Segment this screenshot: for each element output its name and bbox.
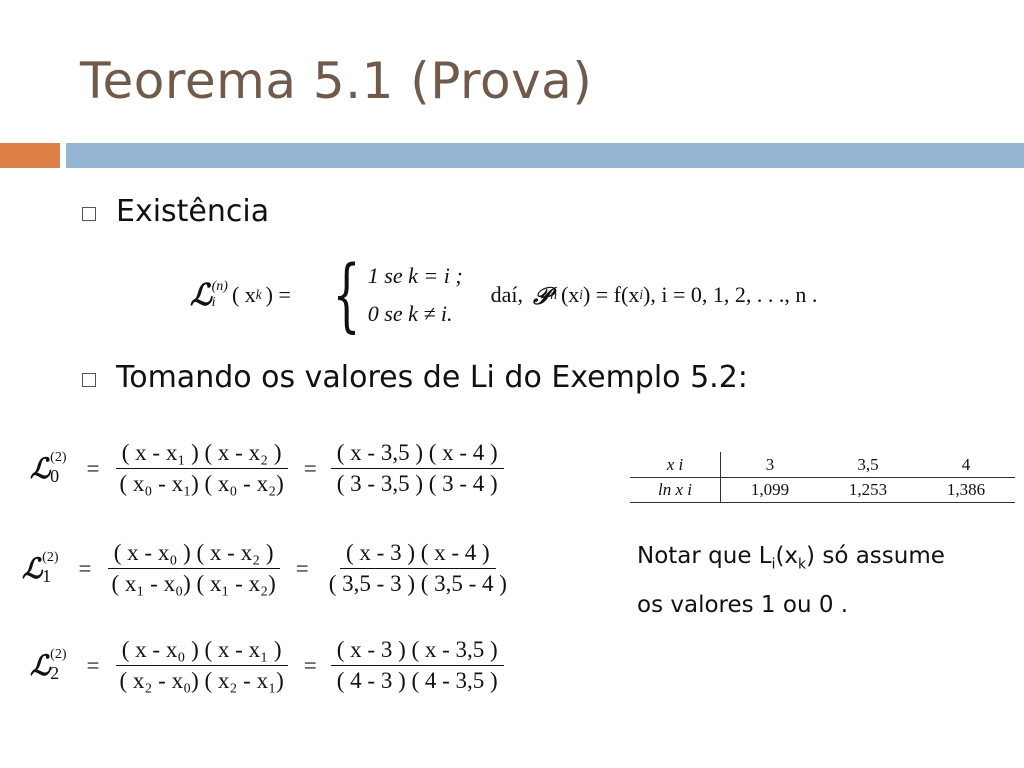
table-cell: 4 <box>917 453 1015 478</box>
note-text <box>637 536 1017 625</box>
lhs-arg-sub: k <box>255 287 262 302</box>
accent-bar-blue <box>66 143 1024 168</box>
table-header-x: x i <box>630 453 721 478</box>
then-word: daí, <box>490 282 524 307</box>
lagrange-sup: (2) <box>50 450 67 465</box>
table-row <box>630 453 1015 478</box>
note-suffix: ) só assume <box>806 543 945 569</box>
lagrange-row-2: ℒ (2) 2 = $\frac{\text{( x - x₀ ) ( x - x₁ )}}{\text{( x₂ - x₀) ( x₂ - x₁)}}$ = $\frac{( x - 3 ) ( x - 3,5 )}{( 4 - 3 ) ( 4 - 3,5 )}$ <box>30 637 504 694</box>
lagrange-symbol: ℒ <box>22 552 43 585</box>
poly-eq-sub: i <box>639 287 643 302</box>
numerator: ( x - x₀ ) ( x - x₂ ) <box>108 540 280 569</box>
case-2: 0 se k ≠ i. <box>367 301 453 326</box>
lagrange-sup: (2) <box>50 647 67 662</box>
table-cell: 1,386 <box>917 478 1015 503</box>
lagrange-sub: 1 <box>42 566 52 586</box>
lagrange-sub: 2 <box>50 663 60 683</box>
lhs-sup: (n) <box>211 279 228 294</box>
slide-title: Teorema 5.1 (Prova) <box>80 52 593 110</box>
poly-symbol: 𝒫 <box>533 280 551 310</box>
table-cell: 1,099 <box>721 478 820 503</box>
fraction-symbolic <box>113 637 289 694</box>
table-header-lnx: ln x i <box>630 478 721 503</box>
note-sub-k: k <box>798 556 807 573</box>
poly-rest-sub: i <box>579 287 583 302</box>
fraction-symbolic <box>105 540 281 597</box>
note-mid: (x <box>775 543 799 569</box>
note-prefix: Notar que L <box>637 543 772 569</box>
lagrange-sub: 0 <box>50 466 60 486</box>
bullet-text: Tomando os valores de Li do Exemplo 5.2: <box>116 360 748 395</box>
denominator: ( x₂ - x₀) ( x₂ - x₁) <box>119 668 284 693</box>
bullet-existencia <box>82 194 269 229</box>
denominator: ( 3,5 - 3 ) ( 3,5 - 4 ) <box>328 571 507 596</box>
poly-rest: (x <box>560 282 580 307</box>
lagrange-symbol: ℒ <box>30 452 51 485</box>
table-row <box>630 478 1015 503</box>
lhs-tail: ) = <box>265 282 291 307</box>
numerator: ( x - 3,5 ) ( x - 4 ) <box>331 440 504 469</box>
fraction-numeric <box>331 440 504 497</box>
note-line-2: os valores 1 ou 0 . <box>637 591 849 618</box>
denominator: ( 4 - 3 ) ( 4 - 3,5 ) <box>336 668 498 693</box>
lagrange-sup: (2) <box>42 550 59 565</box>
numerator: ( x - 3 ) ( x - 3,5 ) <box>331 637 504 666</box>
bullet-tomando <box>82 360 748 395</box>
note-sub-i: i <box>771 556 776 573</box>
lhs-sub: i <box>211 295 216 310</box>
case-1: 1 se k = i ; <box>367 263 463 288</box>
lagrange-row-1: ℒ (2) 1 = $\frac{\text{( x - x₀ ) ( x - x₂ )}}{\text{( x₁ - x₀) ( x₁ - x₂)}}$ = $\frac{( x - 3 ) ( x - 4 )}{( 3,5 - 3 ) ( 3,5 - 4 )}$ <box>22 540 513 597</box>
bullet-box-icon <box>82 373 96 387</box>
note-line-1 <box>637 536 1017 585</box>
fraction-numeric <box>331 637 504 694</box>
data-table <box>630 452 1015 503</box>
poly-eq: ) = f(x <box>582 282 640 307</box>
lagrange-row-0: ℒ (2) 0 = $\frac{\text{( x - x₁ ) ( x - x₂ )}}{\text{( x₀ - x₁) ( x₀ - x₂)}}$ = $\frac{( x - 3,5 ) ( x - 4 )}{( 3 - 3,5 ) ( 3 - 4 )}$ <box>30 440 504 497</box>
lagrange-symbol: ℒ <box>190 277 212 313</box>
table-cell: 3,5 <box>819 453 917 478</box>
table-cell: 3 <box>721 453 820 478</box>
lagrange-symbol: ℒ <box>30 649 51 682</box>
brace: { <box>332 248 361 341</box>
bullet-box-icon <box>82 207 96 221</box>
denominator: ( 3 - 3,5 ) ( 3 - 4 ) <box>336 471 498 496</box>
numerator: ( x - x₁ ) ( x - x₂ ) <box>116 440 288 469</box>
fraction-numeric <box>323 540 513 597</box>
lhs-arg: ( x <box>231 282 256 307</box>
bullet-text: Existência <box>116 194 270 229</box>
table-cell: 1,253 <box>819 478 917 503</box>
denominator: ( x₁ - x₀) ( x₁ - x₂) <box>111 571 276 596</box>
existence-formula <box>190 248 818 341</box>
numerator: ( x - x₀ ) ( x - x₁ ) <box>116 637 288 666</box>
poly-sub: n <box>550 287 557 302</box>
denominator: ( x₀ - x₁) ( x₀ - x₂) <box>119 471 284 496</box>
accent-bar-orange <box>0 143 60 168</box>
poly-tail: ), i = 0, 1, 2, . . ., n . <box>643 282 818 307</box>
fraction-symbolic <box>113 440 289 497</box>
numerator: ( x - 3 ) ( x - 4 ) <box>340 540 496 569</box>
